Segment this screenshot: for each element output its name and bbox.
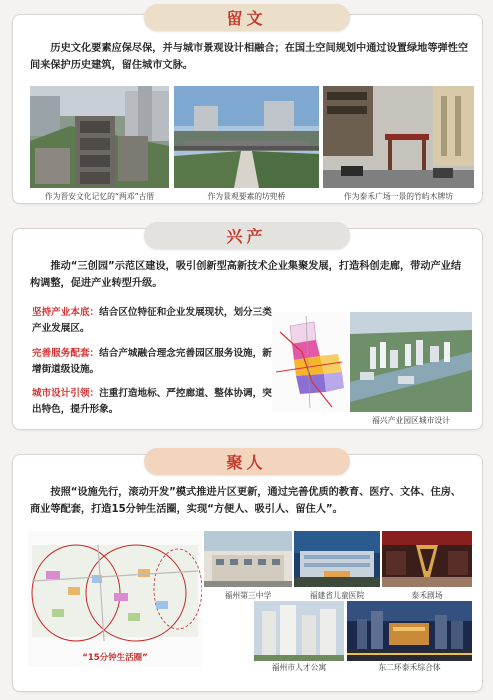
section-title-xingchan: 兴产	[144, 222, 350, 249]
liuwen-paragraph: 历史文化要素应保尽保，并与城市景观设计相融合；在国土空间规划中通过设置绿地等弹性空间来保护历史建筑，留住城市文脉。	[30, 43, 469, 71]
caption-taihe-theatre: 泰禾剧场	[411, 591, 443, 600]
caption-bridge: 作为景观要素的坊兜桥	[207, 192, 286, 201]
caption-east-ring-complex: 东二环泰禾综合体	[378, 663, 441, 672]
caption-talent-apartment: 福州市人才公寓	[271, 663, 327, 672]
bullet-urban-design	[32, 386, 272, 418]
bullet-head: 完善服务配套：	[32, 348, 100, 359]
life-circle-label: “15分钟生活圈”	[82, 653, 148, 663]
photo-taihe-theatre	[382, 531, 472, 587]
photo-archway	[323, 86, 474, 188]
photo-talent-apartment	[254, 601, 344, 661]
photo-bridge	[174, 86, 319, 188]
photo-east-ring-complex	[347, 601, 472, 661]
caption-archway: 作为泰禾广场一景的竹屿木牌坊	[343, 192, 454, 201]
caption-industrial-park: 福兴产业园区城市设计	[372, 416, 450, 425]
juren-paragraph: 按照“设施先行，滚动开发”模式推进片区更新，通过完善优质的教育、医疗、文体、住房、商业等配套，打造15分钟生活圈，实现“方便人、吸引人、留住人”。	[30, 487, 462, 515]
xingchan-paragraph: 推动“三创园”示范区建设，吸引创新型高新技术企业集聚发展，打造科创走廊，带动产业结构调整，促进产业转型升级。	[30, 261, 462, 289]
bullet-text: 注重打造地标、严控廊道、整体协调，突出特色，提升形象。	[32, 388, 272, 415]
photo-industrial-park-aerial	[350, 312, 472, 412]
section-title-juren: 聚人	[144, 448, 350, 475]
caption-ancient-houses: 作为晋安文化记忆的“两邓”古厝	[44, 192, 155, 201]
photo-childrens-hospital	[294, 531, 380, 587]
life-circle-map	[28, 531, 202, 667]
caption-childrens-hospital: 福建省儿童医院	[309, 591, 365, 600]
bullet-text: 结合区位特征和企业发展现状，划分三类产业发展区。	[32, 307, 272, 334]
bullet-text: 结合产城融合理念完善园区服务设施，新增街道级设施。	[32, 348, 272, 375]
caption-no3-school: 福州第三中学	[224, 591, 272, 600]
bullet-service-facilities	[32, 346, 272, 378]
photo-ancient-houses	[30, 86, 169, 188]
bullet-head: 坚持产业本底：	[32, 307, 100, 318]
bullet-head: 城市设计引领：	[32, 388, 100, 399]
section-title-liuwen: 留文	[144, 4, 350, 31]
bullet-industry-base	[32, 305, 272, 337]
photo-fuzhou-no3-school	[204, 531, 292, 587]
industrial-zone-map	[272, 312, 348, 412]
